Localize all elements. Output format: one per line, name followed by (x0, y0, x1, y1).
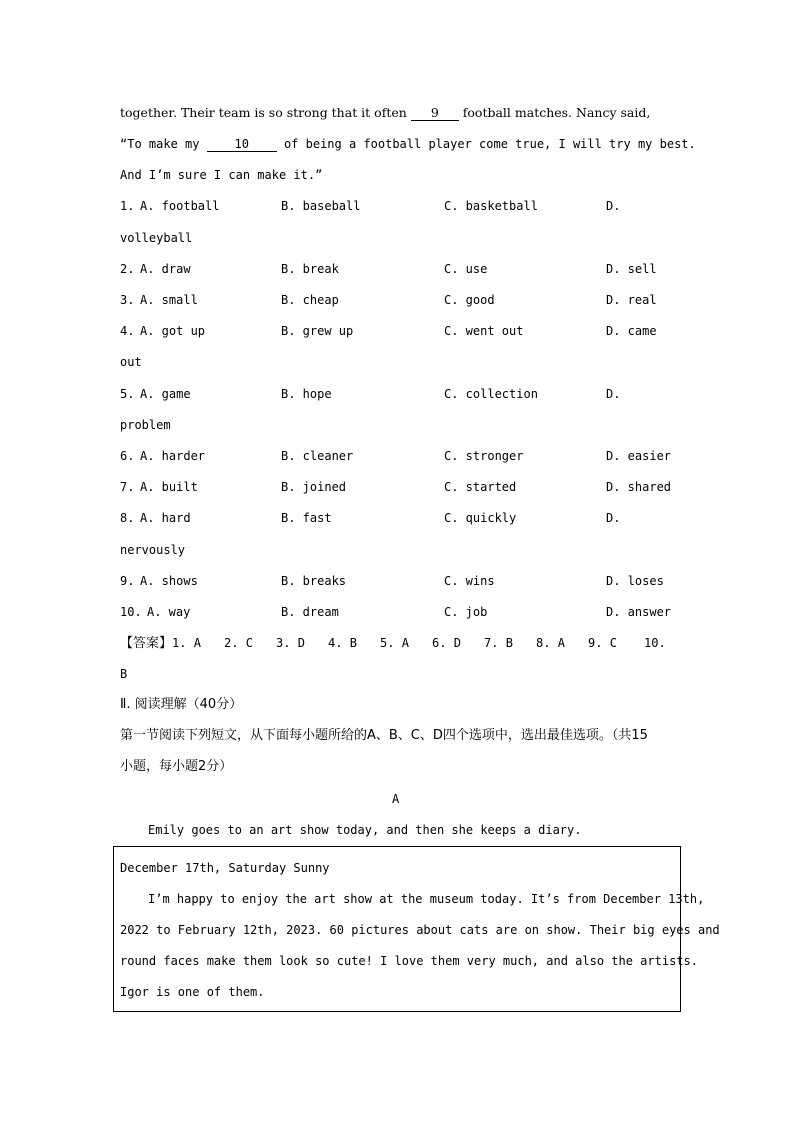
option-d-wrap: nervously (120, 543, 186, 557)
option-d: D. came (606, 324, 657, 338)
option-a: A. shows (140, 574, 198, 588)
answer-item: 8. A (536, 636, 565, 650)
option-a: A. draw (140, 262, 191, 276)
option-c: C. basketball (444, 199, 538, 213)
answer-item: 3. D (276, 636, 305, 650)
passage-text: of being a football player come true, I will try my best. (283, 137, 696, 151)
question-number: 8. (120, 511, 135, 525)
question-number: 7. (120, 480, 135, 494)
answer-item: 9. C (588, 636, 617, 650)
option-c: C. stronger (444, 449, 524, 463)
question-number: 10. (120, 605, 142, 619)
option-b: B. cheap (281, 293, 339, 307)
instruction-line-2: 小题，每小题2分） (120, 759, 233, 774)
option-d-wrap: volleyball (120, 231, 193, 245)
option-b: B. baseball (281, 199, 361, 213)
answer-item: 6. D (432, 636, 461, 650)
option-d: D. shared (606, 480, 672, 494)
answer-item: 2. C (224, 636, 253, 650)
question-number: 2. (120, 262, 135, 276)
option-c: C. quickly (444, 511, 517, 525)
option-c: C. use (444, 262, 488, 276)
answer-items (172, 635, 684, 651)
section-heading: Ⅱ. 阅读理解（40分） (120, 697, 243, 712)
diary-line-3: round faces make them look so cute! I love them very much, and also the artists. (120, 954, 698, 968)
passage-intro: Emily goes to an art show today, and then she keeps a diary. (148, 823, 582, 837)
instruction-line-1: 第一节阅读下列短文，从下面每小题所给的A、B、C、D四个选项中，选出最佳选项。（共15 (120, 728, 648, 743)
answer-item: 5. A (380, 636, 409, 650)
option-b: B. hope (281, 387, 332, 401)
passage-line-2 (120, 136, 696, 152)
answer-key-wrap: B (120, 667, 128, 681)
diary-line-1: I’m happy to enjoy the art show at the museum today. It’s from December 13th, (148, 892, 705, 906)
option-d: D. answer (606, 605, 672, 619)
option-d-wrap: out (120, 355, 142, 369)
passage-label: A (392, 792, 400, 806)
diary-date: December 17th, Saturday Sunny (120, 861, 330, 875)
option-a: A. game (140, 387, 191, 401)
passage-line-3: And I’m sure I can make it.” (120, 168, 323, 182)
option-d: D. loses (606, 574, 664, 588)
diary-line-2: 2022 to February 12th, 2023. 60 pictures about cats are on show. Their big eyes and (120, 923, 720, 937)
option-d: D. (606, 199, 621, 213)
option-b: B. breaks (281, 574, 347, 588)
option-b: B. break (281, 262, 339, 276)
option-c: C. started (444, 480, 517, 494)
option-d: D. easier (606, 449, 672, 463)
option-b: B. dream (281, 605, 339, 619)
option-a: A. hard (140, 511, 191, 525)
option-d: D. (606, 511, 621, 525)
option-a: A. got up (140, 324, 206, 338)
option-b: B. fast (281, 511, 332, 525)
option-d-wrap: problem (120, 418, 171, 432)
option-c: C. job (444, 605, 488, 619)
question-number: 5. (120, 387, 135, 401)
answer-label: 【答案】 (120, 636, 173, 651)
passage-text: together. Their team is so strong that it often (120, 105, 407, 120)
option-c: C. collection (444, 387, 538, 401)
answer-key (120, 635, 684, 652)
option-d: D. (606, 387, 621, 401)
answer-item: 4. B (328, 636, 357, 650)
question-number: 1. (120, 199, 135, 213)
blank-9: 9 (411, 106, 459, 121)
option-c: C. went out (444, 324, 524, 338)
passage-line-1 (120, 105, 650, 121)
option-d: D. real (606, 293, 657, 307)
option-b: B. cleaner (281, 449, 354, 463)
question-number: 9. (120, 574, 135, 588)
option-b: B. grew up (281, 324, 354, 338)
option-a: A. harder (140, 449, 206, 463)
answer-item: 10. (644, 636, 666, 650)
answer-item: 1. A (172, 636, 201, 650)
question-number: 3. (120, 293, 135, 307)
option-b: B. joined (281, 480, 347, 494)
option-a: A. built (140, 480, 198, 494)
diary-line-4: Igor is one of them. (120, 985, 265, 999)
option-a: A. football (140, 199, 220, 213)
option-c: C. good (444, 293, 495, 307)
option-a: A. small (140, 293, 198, 307)
answer-item: 7. B (484, 636, 513, 650)
option-d: D. sell (606, 262, 657, 276)
passage-text: “To make my (120, 137, 200, 151)
question-number: 6. (120, 449, 135, 463)
option-c: C. wins (444, 574, 495, 588)
blank-10: 10 (207, 137, 277, 152)
question-number: 4. (120, 324, 135, 338)
passage-text: football matches. Nancy said, (462, 105, 651, 120)
option-a: A. way (147, 605, 191, 619)
